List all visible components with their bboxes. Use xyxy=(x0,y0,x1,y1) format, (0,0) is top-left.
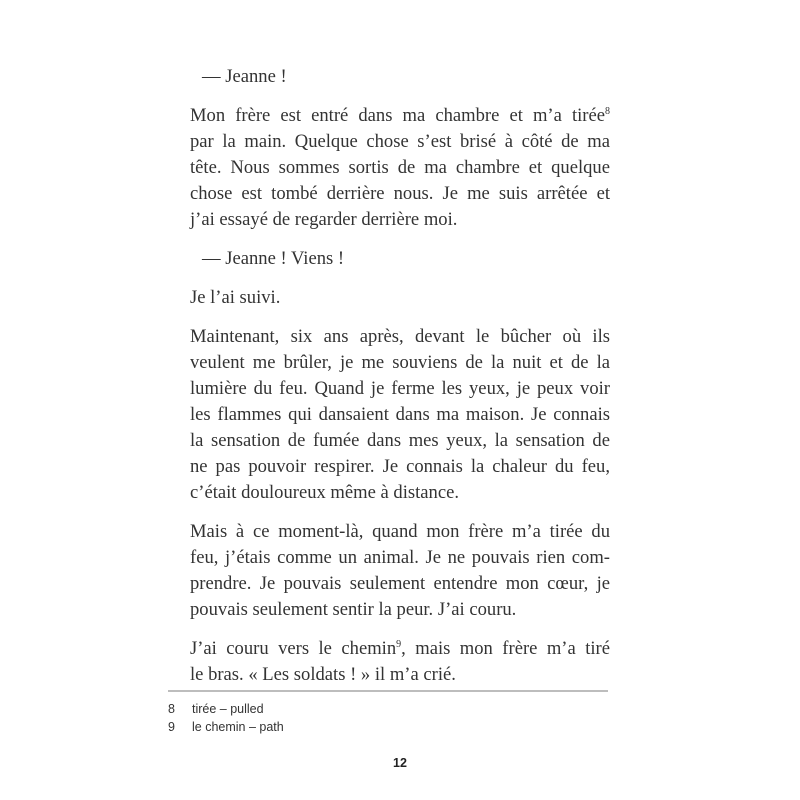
paragraph-6 xyxy=(190,519,610,623)
paragraph-3 xyxy=(190,246,610,272)
text-line xyxy=(190,103,610,129)
text-line: pouvais seulement sentir la peur. J’ai couru. xyxy=(190,599,517,620)
text-line: c’était douloureux même à distance. xyxy=(190,482,459,503)
paragraph-1 xyxy=(190,64,610,90)
text-line: — Jeanne ! xyxy=(202,66,287,87)
text-line: lumière du feu. Quand je ferme les yeux, je peux voir xyxy=(190,378,610,399)
text-line: Mais à ce moment-là, quand mon frère m’a tirée du xyxy=(190,521,610,542)
footnote-ref: 8 xyxy=(605,105,610,117)
text-line: la sensation de fumée dans mes yeux, la sensation de xyxy=(190,430,610,451)
footnote-item xyxy=(168,718,608,736)
text-line: Je l’ai suivi. xyxy=(190,287,281,308)
text-segment: J’ai couru vers le chemin xyxy=(190,638,397,659)
text-line: prendre. Je pouvais seulement entendre mon cœur, je xyxy=(190,573,610,594)
text-line: Maintenant, six ans après, devant le bûcher où ils xyxy=(190,326,610,347)
body-text xyxy=(190,64,610,701)
footnote-divider xyxy=(168,690,608,692)
paragraph-7 xyxy=(190,636,610,688)
paragraph-4 xyxy=(190,285,610,311)
text-line: feu, j’étais comme un animal. Je ne pouvais rien com- xyxy=(190,547,610,568)
text-line: — Jeanne ! Viens ! xyxy=(202,248,345,269)
text-line: le bras. « Les soldats ! » il m’a crié. xyxy=(190,664,456,685)
footnotes xyxy=(168,700,608,736)
text-line: j’ai essayé de regarder derrière moi. xyxy=(190,209,458,230)
text-segment: , mais mon frère m’a tiré xyxy=(401,638,610,659)
text-line: veulent me brûler, je me souviens de la nuit et de la xyxy=(190,352,610,373)
footnote-ref: 9 xyxy=(396,638,402,650)
footnote-text: tirée – pulled xyxy=(192,702,264,716)
paragraph-5 xyxy=(190,324,610,506)
paragraph-2 xyxy=(190,103,610,233)
page-number: 12 xyxy=(393,756,407,770)
footnote-number: 9 xyxy=(168,720,175,734)
text-segment: Mon frère est entré dans ma chambre et m’a tirée xyxy=(190,105,605,126)
footnote-number: 8 xyxy=(168,702,175,716)
footnote-item xyxy=(168,700,608,718)
text-line: chose est tombé derrière nous. Je me suis arrêtée et xyxy=(190,183,610,204)
footnote-text: le chemin – path xyxy=(192,720,284,734)
text-line: les flammes qui dansaient dans ma maison. Je connais xyxy=(190,404,610,425)
text-line: tête. Nous sommes sortis de ma chambre et quelque xyxy=(190,157,610,178)
text-line xyxy=(190,636,610,662)
text-line: par la main. Quelque chose s’est brisé à côté de ma xyxy=(190,131,610,152)
text-line: ne pas pouvoir respirer. Je connais la chaleur du feu, xyxy=(190,456,610,477)
